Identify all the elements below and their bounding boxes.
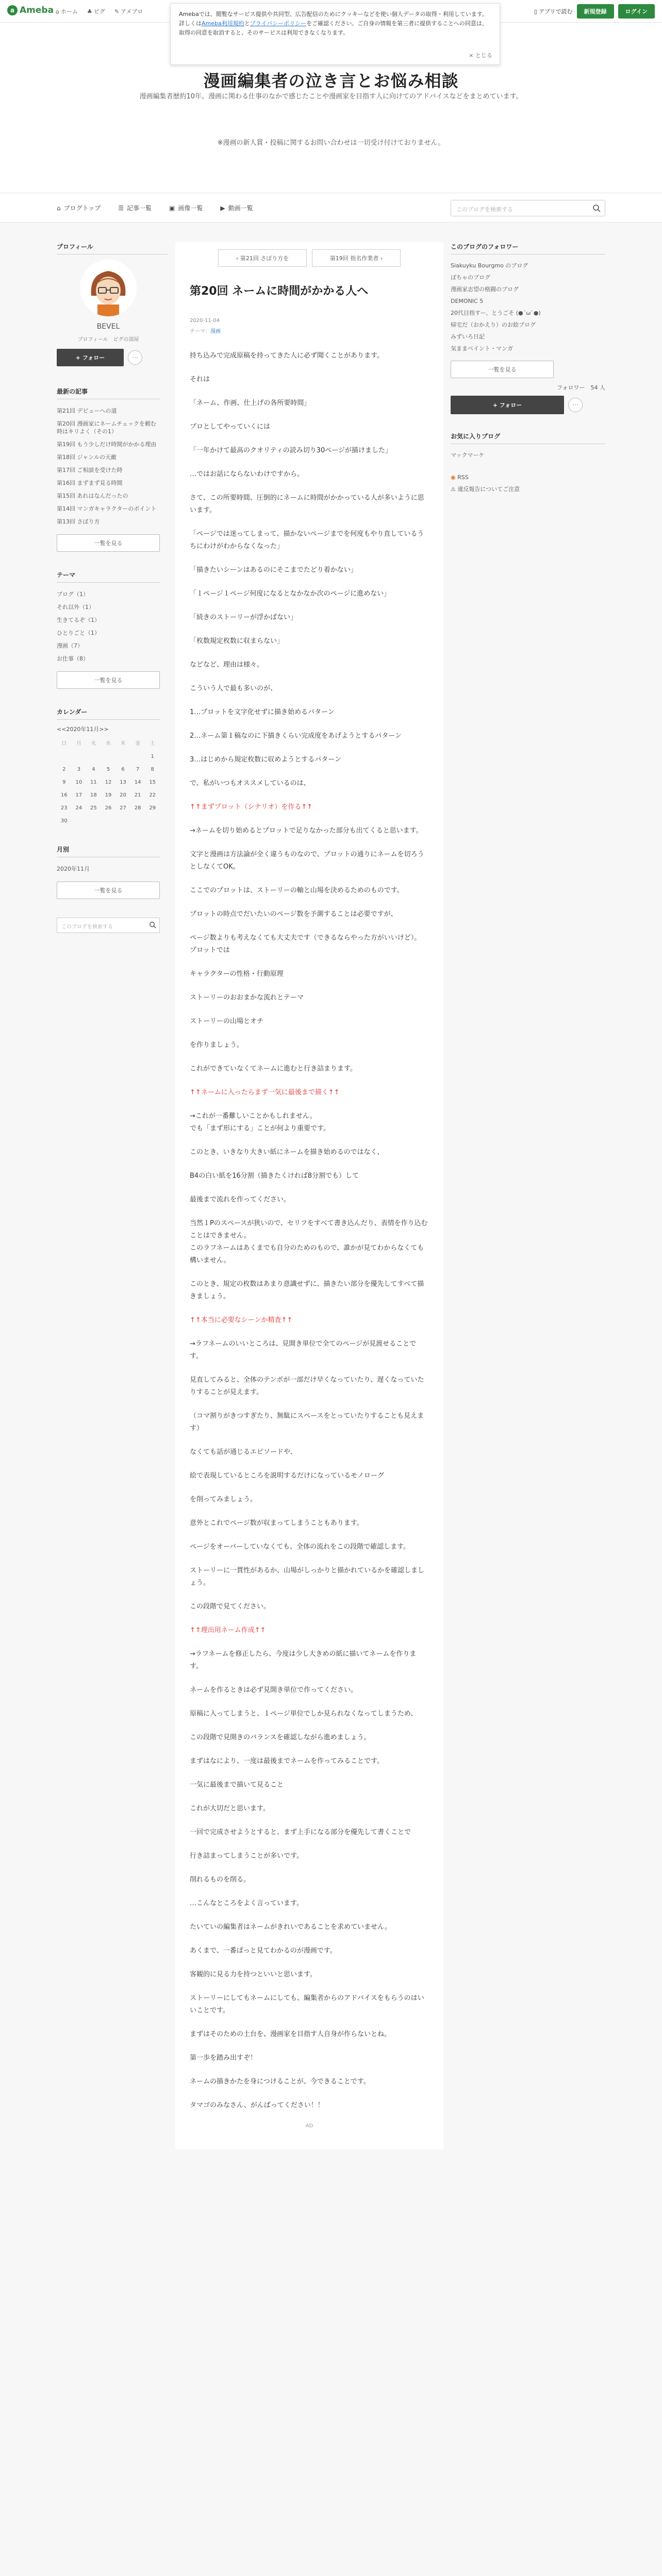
- calendar-day: [72, 750, 87, 763]
- post-paragraph: →ラフネームのいいところは、見開き単位で全てのページが見渡せることです。: [190, 1340, 417, 1360]
- theme-item[interactable]: ブログ（1）: [57, 591, 89, 598]
- post-paragraph: ページをオーバーしていなくても、全体の流れをこの段階で確認します。: [190, 1543, 410, 1551]
- post-paragraph: 「続きのストーリーが浮かばない」: [190, 614, 297, 621]
- blog-title[interactable]: 漫画編集者の泣き言とお悩み相談: [203, 71, 459, 91]
- top-nav-home[interactable]: ⌂ ホーム: [56, 8, 78, 15]
- profile-follow-row: [57, 349, 168, 366]
- post-theme: [190, 327, 429, 334]
- rss-link[interactable]: [451, 471, 605, 483]
- recent-post-item[interactable]: 第19回 もう少しだけ時間がかかる理由: [57, 441, 157, 448]
- terms-link[interactable]: Ameba利用規約: [202, 20, 244, 27]
- recent-post-item[interactable]: 第14回 マンガキャラクターのポイント: [57, 505, 157, 512]
- post-theme-label: テーマ：: [190, 329, 210, 334]
- calendar-day: [130, 815, 145, 827]
- post-paragraph: ストーリーにしてもネームにしても、編集者からのアドバイスをもらうのはいいことです。: [190, 1994, 424, 2014]
- app-link-label: アプリで読む: [538, 8, 573, 15]
- recent-post-item[interactable]: 第15回 あれはなんだったの: [57, 493, 128, 499]
- calendar-head: 金: [135, 741, 141, 747]
- calendar-day: 16: [60, 792, 68, 798]
- calendar-head: 日: [61, 741, 67, 747]
- avatar[interactable]: [80, 260, 137, 316]
- post-paragraph: なくても話が通じるエピソードや、: [190, 1448, 297, 1456]
- post-paragraph: あくまで、一番ぱっと見てわかるのが漫画です。: [190, 1947, 337, 1955]
- calendar-day: 9: [62, 779, 66, 785]
- nav-images[interactable]: [169, 204, 203, 212]
- post-paragraph: たいていの編集者はネームがきれいであることを求めていません。: [190, 1923, 391, 1931]
- notice-text-1: Amebaでは、閲覧なサービス提供や共同型、広告配信のためにクッキーなどを使い個人データの取得・利用しています。詳しくは: [179, 11, 488, 27]
- post-paragraph: これが大切だと思います。: [190, 1805, 270, 1812]
- post-paragraph: ↑↑ネームに入ったらまず一気に最後まで描く↑↑: [190, 1089, 340, 1096]
- calendar-day: 29: [149, 805, 156, 811]
- top-nav-pigg[interactable]: ♣ ピグ: [87, 8, 105, 15]
- report-link[interactable]: [451, 483, 605, 495]
- post-paragraph: 原稿に入ってしまうと、１ページ単位でしか見られなくなってしまうため、: [190, 1710, 418, 1718]
- calendar-day: 25: [90, 805, 97, 811]
- calendar-day: [101, 750, 116, 763]
- calendar-day: [86, 815, 101, 827]
- nav-entries[interactable]: [118, 204, 152, 212]
- next-post-label: 第19回 指名作業者: [329, 255, 379, 262]
- blog-navbar: [0, 193, 662, 223]
- post-paragraph: 文字と漫画は方法論が全く違うものなので、プロットの通りにネームを切ろうとしなくてOK。: [190, 851, 424, 871]
- theme-item[interactable]: 生きてるぞ（1）: [57, 617, 100, 623]
- archive-list: [57, 862, 168, 875]
- post-paragraph: 「ページでは迷ってしまって、描かないページまでを何度もやり直しているうちにわけがわからなくなった」: [190, 530, 424, 550]
- calendar-day: [72, 815, 87, 827]
- search-icon[interactable]: [592, 204, 601, 214]
- post-paragraph: 1…プロットを文字化せずに描き始めるパターン: [190, 708, 335, 716]
- home-icon: ⌂: [57, 204, 61, 212]
- following-item[interactable]: 気ままペイント・マンガ: [451, 345, 513, 352]
- post-paragraph: これができていなくてネームに進むと行き詰まります。: [190, 1065, 357, 1073]
- calendar-day: 12: [105, 779, 112, 785]
- follow-button[interactable]: + フォロー: [57, 349, 124, 366]
- notice-text-mid: と: [244, 20, 250, 27]
- post-paragraph: それは: [190, 376, 210, 383]
- right-more-options-button[interactable]: ⋯: [568, 398, 583, 412]
- calendar-day: 11: [90, 779, 97, 785]
- blog-search-placeholder: このブログを検索する: [456, 206, 513, 213]
- post-paragraph: 見直してみると、全体のテンポが一部だけ早くなっていたり、遅くなっていたりすることが見えます。: [190, 1376, 424, 1396]
- next-post-button[interactable]: 第19回 指名作業者 ›: [312, 249, 401, 267]
- theme-item[interactable]: 漫画（7）: [57, 642, 83, 649]
- calendar-day: 24: [75, 805, 82, 811]
- calendar-day: [115, 750, 130, 763]
- calendar-day: [145, 815, 160, 827]
- calendar-day: [115, 815, 130, 827]
- calendar-day: 5: [106, 767, 110, 772]
- following-item[interactable]: DEMONIC 5: [451, 298, 484, 304]
- sidebar-search-placeholder: このブログを検索する: [61, 924, 113, 930]
- post-paragraph: …こんなところをよく言っています。: [190, 1900, 303, 1907]
- nav-entries-label: 記事一覧: [127, 205, 152, 212]
- calendar-day: 1: [151, 754, 154, 759]
- blog-description: 漫画編集者歴約10年。漫画に関わる仕事のなかで感じたことや漫画家を目指す人に向けてのアドバイスなどをまとめています。: [139, 93, 523, 100]
- ameba-logo-icon: a: [7, 5, 18, 15]
- post-paragraph: さて、この所要時間、圧倒的にネームに時間がかかっている人が多いように思います。: [190, 494, 424, 514]
- calendar-head: 火: [91, 741, 96, 747]
- blog-note: ※漫画の新人賞・投稿に関するお問い合わせは一切受け付けておりません。: [217, 139, 445, 147]
- nav-images-label: 画像一覧: [178, 205, 203, 212]
- post-paragraph: ↑↑まずプロット（シナリオ）を作る↑↑: [190, 803, 313, 811]
- right-follow-button[interactable]: + フォロー: [451, 396, 564, 414]
- post-paragraph: 3…はじめから規定枚数に収めようとするパターン: [190, 756, 342, 764]
- post-paragraph: ストーリーのおおまかな流れとテーマ: [190, 994, 304, 1002]
- image-icon: ▣: [169, 204, 175, 212]
- post-paragraph: （コマ割りがきつすぎたり、無駄にスペースをとっていたりすることも見えます）: [190, 1412, 424, 1432]
- post-paragraph: B4の白い紙を16分割（描きたくければ8分割でも）して: [190, 1172, 359, 1180]
- post-title[interactable]: 第20回 ネームに時間がかかる人へ: [190, 285, 369, 298]
- calendar-day: 3: [77, 767, 81, 772]
- post-paragraph: 「枚数規定枚数に収まらない」: [190, 637, 284, 645]
- phone-icon: ▯: [534, 8, 537, 15]
- recent-post-item[interactable]: 第20回 漫画家にネームチェックを頼む時はキリよく（その1）: [57, 420, 156, 435]
- calendar-day: [86, 750, 101, 763]
- post-paragraph: 意外とこれでページ数が収まってしまうこともあります。: [190, 1519, 363, 1527]
- calendar-day: 18: [90, 792, 97, 798]
- post-paragraph: →これが一番難しいことかもしれません。 でも「まず形にする」ことが何より重要です。: [190, 1112, 330, 1132]
- video-icon: ▶: [220, 204, 225, 212]
- calendar-day: 4: [92, 767, 95, 772]
- favorite-blogs-list: [451, 449, 605, 495]
- profile-links[interactable]: プロフィール ピグの部屋: [77, 337, 139, 343]
- rss-label: RSS: [457, 474, 469, 481]
- end-mark: AD: [305, 2123, 313, 2129]
- post-paragraph: などなど、理由は様々。: [190, 661, 264, 669]
- recent-posts-title: 最新の記事: [57, 387, 160, 399]
- calendar-day: 26: [105, 805, 112, 811]
- post-paragraph: 「一年かけて最高のクオリティの読み切り30ページが描けました」: [190, 447, 392, 454]
- calendar-day: 8: [151, 767, 154, 772]
- ameba-logo[interactable]: [7, 5, 54, 15]
- post-paragraph: を作りましょう。: [190, 1041, 244, 1049]
- cookie-notice: [170, 3, 500, 65]
- top-nav-ameblo[interactable]: ✎ アメブロ: [114, 8, 143, 15]
- post-paragraph: ネームの描きかたを身につけることが、今できることです。: [190, 2078, 370, 2086]
- notice-text-2: をご確認ください。ご自身の情報を第三者に提供することへの同意は、取得の同意を取消すると、そのサービスは利用できなくなります。: [179, 20, 488, 36]
- privacy-link[interactable]: プライバシーポリシー: [250, 20, 307, 27]
- calendar-day: 28: [134, 805, 141, 811]
- profile-name[interactable]: BEVEL: [96, 323, 120, 331]
- following-list: [451, 260, 605, 354]
- post-paragraph: ネームを作るときは必ず見開き単位で作ってください。: [190, 1686, 358, 1694]
- right-follow-row: [451, 396, 605, 414]
- post-paragraph: このとき、いきなり大きい紙にネームを描き始めるのではなく、: [190, 1148, 384, 1156]
- recent-more-button[interactable]: 一覧を見る: [57, 534, 160, 552]
- post-paragraph: まずはそのための土台を、漫画家を目指す人自身が作らないとね。: [190, 2030, 391, 2038]
- top-nav-ameblo-label: アメブロ: [121, 8, 143, 15]
- post-paragraph: →ラフネームを修正したら、今度は少し大きめの紙に描いてネームを作ります。: [190, 1650, 417, 1670]
- following-item[interactable]: 20代目指すー、とうごそ (●´ω`●): [451, 310, 541, 316]
- login-button[interactable]: ログイン: [618, 4, 655, 19]
- post-paragraph: ストーリーの山場とオチ: [190, 1018, 264, 1025]
- post-paragraph: 一回で完成させようとすると、まず上手になる部分を優先して書くことで: [190, 1828, 411, 1836]
- profile-box: [57, 260, 160, 343]
- recent-post-item[interactable]: 第21回 デビューへの道: [57, 408, 117, 414]
- calendar-day: 21: [134, 792, 141, 798]
- post-paragraph: タマゴのみなさん、がんばってください！！: [190, 2102, 324, 2109]
- calendar-day: 7: [136, 767, 140, 772]
- recent-posts-list: [57, 404, 160, 528]
- recent-post-item[interactable]: 第17回 ご相談を受けた時: [57, 467, 123, 473]
- post-body: [190, 350, 429, 2112]
- post-paragraph: ページ数よりも考えなくても大丈夫です（できるならやった方がいいけど）。 プロットでは: [190, 934, 421, 954]
- report-label: 違反報告についてご注意: [457, 486, 520, 493]
- calendar: [57, 735, 160, 827]
- right-sidebar: [451, 242, 605, 495]
- post-paragraph: ストーリーに一貫性があるか、山場がしっかりと描かれているかを確認しましょう。: [190, 1567, 425, 1587]
- calendar-head: 土: [150, 741, 155, 747]
- post-paragraph: まずはなにより、一度は最後までネームを作ってみることです。: [190, 1757, 384, 1765]
- calendar-head: 月: [76, 741, 81, 747]
- profile-title: プロフィール: [57, 242, 168, 255]
- article: [175, 242, 443, 2149]
- calendar-month[interactable]: <<2020年11月>>: [57, 726, 109, 733]
- recent-post-item[interactable]: 第13回 さぼり方: [57, 518, 100, 525]
- calendar-day: [57, 750, 72, 763]
- calendar-day: 27: [120, 805, 126, 811]
- app-link[interactable]: [534, 7, 573, 15]
- recent-post-item[interactable]: 第16回 まずまず見る時間: [57, 480, 123, 486]
- nav-blog-top-label: ブログトップ: [63, 205, 101, 212]
- post-paragraph: 一気に最後まで描いて見ること: [190, 1781, 284, 1789]
- follower-count[interactable]: フォロワー 54 人: [557, 384, 605, 391]
- following-item[interactable]: みずいろ日記: [451, 333, 485, 340]
- archive-title: 月別: [57, 845, 160, 857]
- calendar-day: 19: [105, 792, 112, 798]
- top-nav-home-label: ホーム: [60, 8, 78, 15]
- post-paragraph: 「１ページ１ページ何度になるとなかなか次のページに進めない」: [190, 590, 391, 598]
- post-paragraph: 削れるものを削る。: [190, 1876, 251, 1884]
- favorite-blogs-title: お気に入りブログ: [451, 432, 605, 444]
- post-paragraph: を削ってみましょう。: [190, 1496, 257, 1503]
- calendar-head: 木: [120, 741, 126, 747]
- following-item[interactable]: 漫画家志望の格闘のブログ: [451, 286, 519, 293]
- calendar-day: 10: [75, 779, 82, 785]
- archive-item[interactable]: 2020年11月: [57, 866, 90, 872]
- archive-more-button[interactable]: 一覧を見る: [57, 882, 160, 899]
- post-paragraph: 客観的に見る力を持つといいと思います。: [190, 1971, 317, 1978]
- theme-list: [57, 588, 168, 665]
- calendar-day: 23: [60, 805, 68, 811]
- post-paragraph: 持ち込みで完成原稿を持ってきた人に必ず聞くことがあります。: [190, 352, 384, 360]
- following-item[interactable]: Siakuyku Bourgmo のブログ: [451, 262, 528, 269]
- post-paragraph: ↑↑本当に必要なシーンか精査↑↑: [190, 1316, 293, 1324]
- post-paragraph: このとき、規定の枚数はあまり意識せずに、描きたい部分を優先してすべて描きましょう。: [190, 1280, 424, 1300]
- post-paragraph: プロットの時点でだいたいのページ数を予測することは必要ですが、: [190, 910, 398, 918]
- calendar-day: 15: [149, 779, 156, 785]
- nav-blog-top[interactable]: [57, 204, 101, 212]
- prev-post-label: 第21回 さぼり方を: [240, 255, 289, 262]
- post-navigation: [190, 249, 429, 267]
- logo-text: Ameba: [20, 5, 54, 15]
- left-sidebar: [57, 242, 168, 948]
- theme-item[interactable]: ひとりごと（1）: [57, 630, 100, 636]
- following-item[interactable]: ぼちゃのブログ: [451, 274, 490, 281]
- post-paragraph: ここでのプロットは、ストーリーの軸と山場を決めるためのものです。: [190, 887, 404, 894]
- post-paragraph: この段階で見開きのバランスを確認しながら進めましょう。: [190, 1734, 371, 1741]
- post-paragraph: こういう人で最も多いのが、: [190, 685, 277, 692]
- calendar-day: 17: [75, 792, 82, 798]
- post-paragraph: 2…ネーム第１稿なのに下描きくらい完成度をあげようとするパターン: [190, 732, 402, 740]
- post-paragraph: →ネームを切り始めるとプロットで足りなかった部分も出てくると思います。: [190, 827, 423, 835]
- post-paragraph: ↑↑理出用ネーム作成↑↑: [190, 1626, 266, 1634]
- following-more-button[interactable]: 一覧を見る: [451, 361, 554, 378]
- theme-item[interactable]: それ以外（1）: [57, 604, 94, 611]
- post-paragraph: 絵で表現しているところを説明するだけになっているモノローグ: [190, 1472, 384, 1480]
- top-right-actions: [534, 4, 655, 19]
- warning-icon: ⚠: [451, 486, 456, 493]
- calendar-day: 2: [62, 767, 66, 772]
- theme-more-button[interactable]: 一覧を見る: [57, 671, 160, 689]
- post-paragraph: で、私がいつもオススメしているのは、: [190, 779, 310, 787]
- post-date: 2020-11-04: [190, 318, 220, 324]
- post-paragraph: この段階で見てください。: [190, 1603, 271, 1611]
- notice-close-button[interactable]: × とじる: [469, 52, 492, 59]
- rss-icon: ◉: [451, 474, 456, 481]
- blog-search-input[interactable]: [451, 200, 605, 216]
- theme-title: テーマ: [57, 570, 160, 583]
- calendar-day: 20: [120, 792, 126, 798]
- post-paragraph: プロとしてやっていくには: [190, 423, 271, 431]
- top-nav-pigg-label: ピグ: [93, 8, 105, 15]
- post-paragraph: 行き詰まってしまうことが多いです。: [190, 1852, 303, 1860]
- theme-item[interactable]: お仕事（8）: [57, 655, 89, 662]
- sidebar-search-input[interactable]: [57, 918, 160, 933]
- calendar-day: [130, 750, 145, 763]
- search-icon[interactable]: [149, 921, 156, 930]
- calendar-day: 30: [60, 818, 68, 824]
- post-paragraph: 「ネーム、作画、仕上げの各所要時間」: [190, 399, 311, 407]
- post-theme-link[interactable]: 漫画: [210, 329, 221, 334]
- calendar-head: 水: [105, 741, 111, 747]
- following-item[interactable]: 帰宅だ（おかえり）のお絵ブログ: [451, 321, 536, 328]
- calendar-day: 22: [149, 792, 156, 798]
- following-title: このブログのフォロワー: [451, 242, 605, 255]
- nav-videos[interactable]: [220, 204, 253, 212]
- more-options-button[interactable]: ⋯: [128, 350, 142, 365]
- list-icon: ☰: [118, 204, 124, 212]
- post-paragraph: キャラクターの性格・行動原理: [190, 970, 284, 978]
- favorite-blog-item[interactable]: マックマーケ: [451, 452, 485, 459]
- post-paragraph: …ではお話にならないわけですから。: [190, 470, 304, 478]
- calendar-day: 14: [134, 779, 141, 785]
- top-nav: [56, 7, 143, 15]
- recent-post-item[interactable]: 第18回 ジャンルの天敵: [57, 454, 117, 461]
- prev-post-button[interactable]: ‹ 第21回 さぼり方を: [218, 249, 307, 267]
- post-paragraph: 「描きたいシーンはあるのにそこまでたどり着かない」: [190, 566, 357, 574]
- nav-videos-label: 動画一覧: [228, 205, 253, 212]
- calendar-day: 6: [121, 767, 125, 772]
- signup-button[interactable]: 新規登録: [577, 4, 614, 19]
- post-paragraph: 最後まで流れを作ってください。: [190, 1196, 291, 1204]
- calendar-day: [101, 815, 116, 827]
- calendar-title: カレンダー: [57, 707, 160, 720]
- post-paragraph: 当然１Pのスペースが狭いので、セリフをすべて書き込んだり、表情を作り込むことはできません。 このラフネームはあくまでも自分のためのもので、誰かが見てわからなくても構いません。: [190, 1219, 428, 1264]
- post-paragraph: 第一歩を踏み出すぞ！: [190, 2054, 257, 2062]
- calendar-day: 13: [120, 779, 126, 785]
- blog-nav-items: [57, 204, 253, 212]
